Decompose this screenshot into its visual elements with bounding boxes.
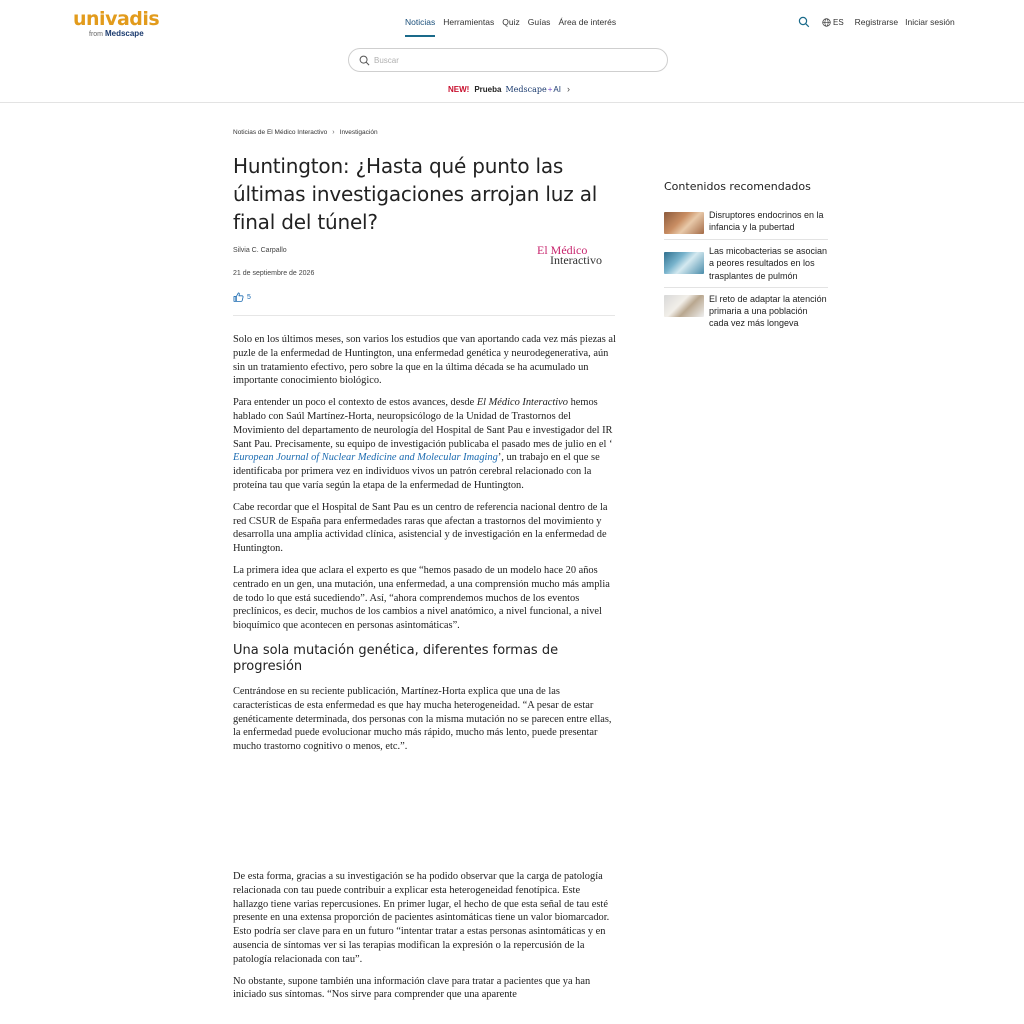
search-icon[interactable] bbox=[798, 16, 810, 28]
univadis-logo[interactable] bbox=[73, 8, 160, 39]
article-divider bbox=[233, 315, 615, 316]
recommended-thumbnail bbox=[664, 295, 704, 317]
logo-from: from bbox=[89, 31, 103, 38]
paragraph-2-text-a: Para entender un poco el contexto de estos avances, desde bbox=[233, 397, 477, 409]
paragraph-5: Centrándose en su reciente publicación, Martínez-Horta explica que una de las características de esta enfermedad es que hay mucha heterogeneidad. “A pesar de estar genéticamente determinada, dos personas con la misma mutación no se parecen entre ellas, la enfermedad puede evolucionar mucho más rápido, mucho más lento, puede presentar mucho trastorno cognitivo o menos, etc.”. bbox=[233, 685, 612, 753]
search-icon bbox=[359, 55, 370, 66]
medscape-ai-promo[interactable] bbox=[448, 84, 570, 94]
promo-ai: AI bbox=[553, 84, 561, 94]
recommended-item[interactable] bbox=[664, 240, 828, 288]
section-heading: Una sola mutación genética, diferentes formas de progresión bbox=[233, 642, 559, 674]
globe-icon bbox=[822, 18, 831, 27]
el-medico-interactivo-logo bbox=[537, 245, 617, 265]
source-logo-line1: El Médico bbox=[537, 243, 588, 257]
promo-plus: + bbox=[547, 84, 553, 94]
nav-item-area-interes[interactable]: Área de interés bbox=[558, 17, 617, 27]
language-selector[interactable] bbox=[822, 18, 844, 27]
header-actions bbox=[798, 16, 962, 28]
paragraph-2-emphasis: El Médico Interactivo bbox=[476, 397, 568, 409]
breadcrumb-item-category[interactable]: Investigación bbox=[339, 129, 378, 136]
breadcrumb bbox=[233, 129, 378, 136]
recommended-thumbnail bbox=[664, 252, 704, 274]
nav-item-guias[interactable]: Guías bbox=[527, 17, 551, 27]
recommended-item[interactable] bbox=[664, 288, 828, 335]
logo-brand: Medscape bbox=[104, 29, 144, 38]
recommended-thumbnail bbox=[664, 212, 704, 234]
paragraph-7: No obstante, supone también una información clave para tratar a pacientes que ya han iniciado sus síntomas. “Nos sirve para comprender que una aparente bbox=[233, 975, 591, 1001]
paragraph-1: Solo en los últimos meses, son varios los estudios que van aportando cada vez más piezas al puzle de la enfermedad de Huntington, una enfermedad genética y neurodegenerativa, aún sin un tratamiento efectivo, pero sobre la que en la última década se ha acumulado un importante conocimiento biológico. bbox=[233, 334, 616, 387]
recommended-list bbox=[664, 204, 828, 335]
recommended-item[interactable] bbox=[664, 204, 828, 240]
chevron-right-icon: › bbox=[332, 129, 335, 136]
article-title: Huntington: ¿Hasta qué punto las últimas investigaciones arrojan luz al final del túnel? bbox=[233, 154, 598, 234]
paragraph-2 bbox=[233, 396, 616, 493]
like-count: 5 bbox=[247, 293, 251, 301]
login-link[interactable]: Iniciar sesión bbox=[905, 17, 955, 27]
paragraph-4: La primera idea que aclara el experto es que “hemos pasado de un modelo hace 20 años centrado en un gen, una mutación, una enfermedad, a una comprensión mucho más amplia de todo lo que está sucediendo”. Así, “ahora comprendemos muchos de los eventos preclínicos, es decir, muchos de los cambios a nivel anatómico, a nivel funcional, a nivel bioquímico que acontecen en personas asintomáticas”. bbox=[233, 564, 610, 632]
promo-new-badge: NEW! bbox=[448, 84, 470, 94]
nav-item-herramientas[interactable]: Herramientas bbox=[443, 17, 495, 27]
chevron-right-icon: › bbox=[566, 84, 570, 94]
search-bar[interactable] bbox=[348, 48, 668, 72]
promo-try-label: Prueba bbox=[474, 84, 502, 94]
like-button[interactable] bbox=[233, 292, 251, 302]
logo-wordmark: univadis bbox=[73, 8, 160, 30]
recommended-title: Contenidos recomendados bbox=[664, 180, 811, 193]
nav-item-noticias[interactable]: Noticias bbox=[405, 17, 435, 37]
nav-item-quiz[interactable]: Quiz bbox=[502, 17, 520, 27]
promo-brand: Medscape bbox=[505, 84, 547, 94]
register-link[interactable]: Registrarse bbox=[854, 17, 899, 27]
article-author[interactable]: Silvia C. Carpallo bbox=[233, 247, 287, 254]
paragraph-6: De esta forma, gracias a su investigación se ha podido observar que la carga de patología relacionada con tau puede contribuir a explicar esta heterogeneidad fenotípica. Este hallazgo tiene varias repercusiones. En primer lugar, el hecho de que esta señal de tau esté presente en una extensa proporción de pacientes asintomáticas tiene un valor biomarcador. Esto podría ser clave para en un futuro “intentar tratar a estas personas asintomáticas y en ausencia de síntomas ver si las terapias modifican la expresión o la repercusión de la patología relacionada con tau”. bbox=[233, 870, 610, 965]
recommended-item-title: Disruptores endocrinos en la infancia y la pubertad bbox=[709, 210, 824, 233]
article-date: 21 de septiembre de 2026 bbox=[233, 270, 315, 277]
recommended-item-title: Las micobacterias se asocian a peores resultados en los trasplantes de pulmón bbox=[709, 246, 828, 281]
thumbs-up-icon bbox=[233, 292, 244, 302]
language-label: ES bbox=[833, 17, 844, 27]
recommended-item-title: El reto de adaptar la atención primaria a una población cada vez más longeva bbox=[709, 293, 827, 329]
logo-subline bbox=[89, 29, 153, 40]
journal-link[interactable]: European Journal of Nuclear Medicine and Molecular Imaging bbox=[233, 452, 498, 464]
paragraph-2-text-c: ’, un trabajo en el que se identificaba por primera vez en individuos vivos un patrón cerebral relacionado con la proteína tau que varía según la etapa de la enfermedad de Huntington. bbox=[233, 452, 600, 491]
search-input[interactable] bbox=[374, 56, 654, 65]
paragraph-2-text-b: hemos hablado con Saúl Martínez-Horta, neuropsicólogo de la Unidad de Trastornos del Movimiento del departamento de neurología del Hospital de Sant Pau e investigador del IR Sant Pau. Precisamente, su equipo de investigación publicaba el pasado mes de julio en el ‘ bbox=[233, 397, 613, 450]
site-header bbox=[0, 0, 1024, 103]
article-body bbox=[233, 333, 616, 1010]
paragraph-3: Cabe recordar que el Hospital de Sant Pau es un centro de referencia nacional dentro de la red CSUR de España para enfermedades raras que afectan a trastornos del movimiento y desarrolla una amplia actividad clínica, asistencial y de investigación en la enfermedad de Huntington. bbox=[233, 501, 608, 555]
breadcrumb-item-source[interactable]: Noticias de El Médico Interactivo bbox=[233, 129, 328, 136]
main-nav bbox=[405, 17, 624, 37]
source-logo-line2: Interactivo bbox=[550, 253, 602, 267]
ad-slot bbox=[233, 762, 616, 870]
